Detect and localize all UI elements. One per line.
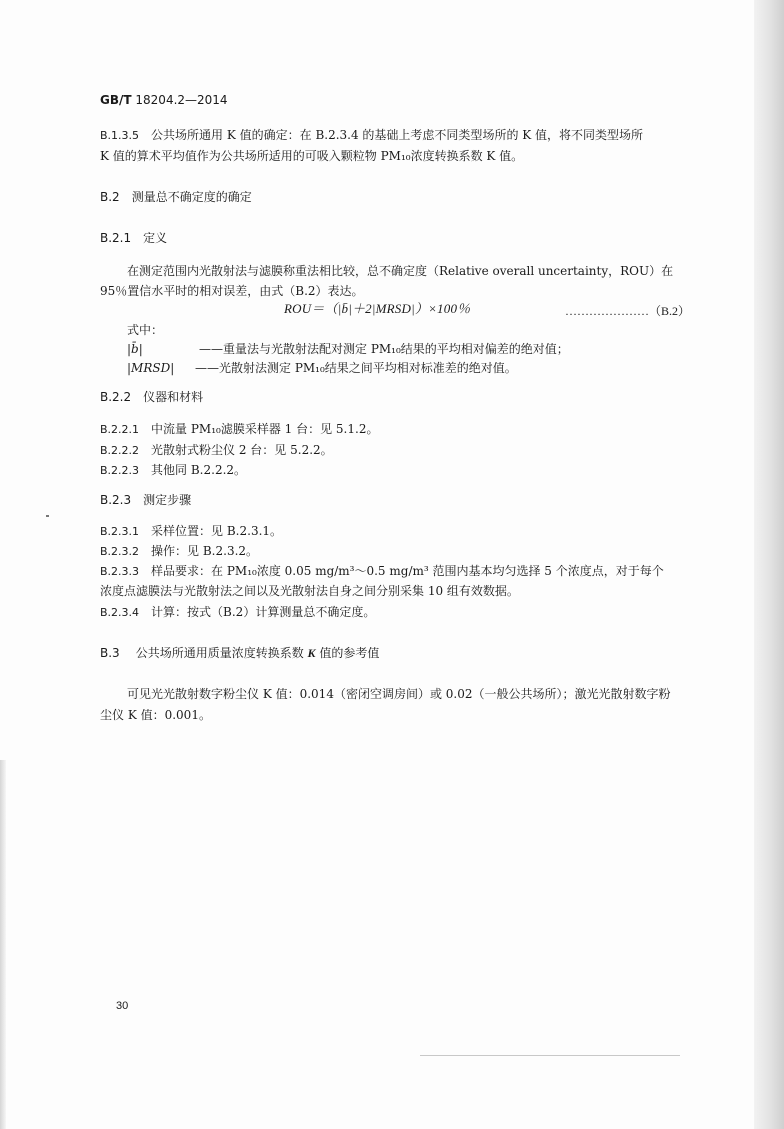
variable-b [127, 341, 569, 357]
section-heading-b22 [100, 389, 203, 405]
formula-b2: ROU＝（|b̄|＋2|MRSD|）×100％ [284, 301, 471, 316]
section-heading-b2 [100, 189, 252, 205]
variable-description: ——光散射法测定 PM₁₀结果之间平均相对标准差的绝对值。 [195, 361, 517, 375]
definition-line2: 95％置信水平时的相对误差，由式（B.2）表达。 [100, 284, 364, 298]
standard-prefix: GB/T [100, 93, 132, 107]
item-text: 计算：按式（B.2）计算测量总不确定度。 [151, 605, 376, 619]
section-heading-b3 [100, 645, 379, 661]
scan-shadow-right [754, 0, 784, 1129]
list-item-b2233-continued: 浓度点滤膜法与光散射法之间以及光散射法自身之间分别采集 10 组有效数据。 [100, 584, 519, 598]
list-item-b2221 [100, 421, 378, 438]
section-title: 测量总不确定度的确定 [131, 190, 252, 204]
standard-number: 18204.2—2014 [135, 93, 228, 107]
item-text: 中流量 PM₁₀滤膜采样器 1 台：见 5.1.2。 [151, 422, 379, 436]
variable-symbol: |MRSD| [127, 361, 175, 375]
section-heading-b23 [100, 492, 191, 508]
item-number: B.2.3.1 [100, 525, 140, 538]
list-item-b2222 [100, 442, 333, 459]
item-text: 光散射式粉尘仪 2 台：见 5.2.2。 [151, 443, 333, 457]
list-item-b2231 [100, 523, 282, 540]
formula-reference: …………………（B.2） [565, 304, 691, 318]
item-number: B.2.3.3 [100, 565, 140, 578]
item-number: B.2.3.2 [100, 545, 140, 558]
item-text: 操作：见 B.2.3.2。 [151, 544, 259, 558]
list-item-b2223 [100, 462, 246, 479]
section-number: B.2 [100, 190, 120, 204]
page-number: 30 [116, 1000, 129, 1012]
item-number: B.2.3.4 [100, 606, 140, 619]
section-number: B.3 [100, 646, 120, 660]
list-item-b2233 [100, 563, 664, 580]
item-number: B.2.2.2 [100, 444, 140, 457]
section-number: B.2.1 [100, 231, 132, 245]
section-number: B.2.3 [100, 493, 132, 507]
item-text: 样品要求：在 PM₁₀浓度 0.05 mg/m³～0.5 mg/m³ 范围内基本均匀选择 5 个浓度点，对于每个 [151, 564, 664, 578]
section-number: B.2.2 [100, 390, 132, 404]
variable-description: ——重量法与光散射法配对测定 PM₁₀结果的平均相对偏差的绝对值； [199, 342, 569, 356]
clause-b135-line2: K 值的算术平均值作为公共场所适用的可吸入颗粒物 PM₁₀浓度转换系数 K 值。 [100, 149, 524, 163]
item-text: 采样位置：见 B.2.3.1。 [151, 524, 283, 538]
section-title: 定义 [143, 231, 168, 245]
section-title-k: K [307, 646, 316, 660]
list-item-b2234 [100, 604, 375, 621]
variable-mrsd [127, 360, 517, 376]
definition-line1: 在测定范围内光散射法与滤膜称重法相比较，总不确定度（Relative overall uncertainty，ROU）在 [127, 264, 674, 278]
item-number: B.2.2.3 [100, 464, 140, 477]
variable-symbol: |b̄| [127, 342, 143, 356]
section-title: 仪器和材料 [143, 390, 204, 404]
clause-b135-line1 [100, 127, 643, 144]
reference-value-line2: 尘仪 K 值：0.001。 [100, 708, 211, 722]
where-label: 式中： [127, 323, 164, 337]
section-title-suffix: 值的参考值 [315, 646, 380, 660]
clause-text: 公共场所通用 K 值的确定：在 B.2.3.4 的基础上考虑不同类型场所的 K 值，将不同类型场所 [151, 128, 644, 142]
page-header [100, 92, 228, 108]
section-heading-b21 [100, 230, 167, 246]
section-title: 测定步骤 [143, 493, 192, 507]
list-item-b2232 [100, 543, 258, 560]
reference-value-line1: 可见光光散射数字粉尘仪 K 值：0.014（密闭空调房间）或 0.02（一般公共场所）；激光光散射数字粉 [127, 687, 671, 701]
item-number: B.2.2.1 [100, 423, 140, 436]
item-text: 其他同 B.2.2.2。 [151, 463, 247, 477]
section-title: 公共场所通用质量浓度转换系数 [135, 646, 308, 660]
clause-number: B.1.3.5 [100, 129, 140, 142]
